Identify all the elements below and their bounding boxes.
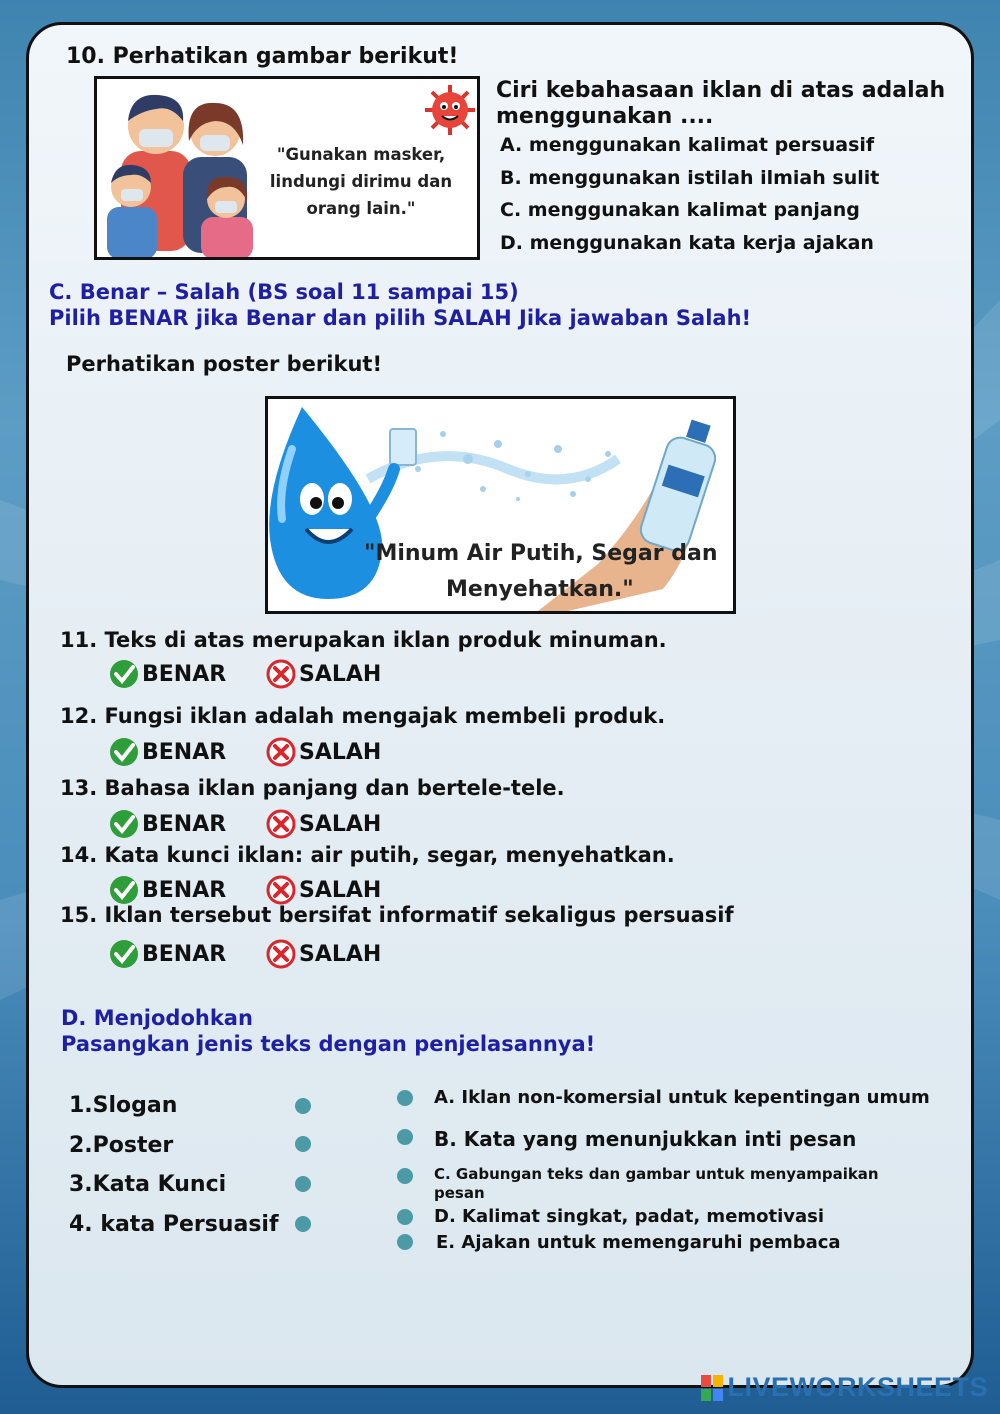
salah-label: SALAH bbox=[299, 811, 382, 837]
liveworksheets-logo bbox=[701, 1372, 988, 1403]
tf-question-12: 12. Fungsi iklan adalah mengajak membeli produk. bbox=[60, 704, 666, 728]
section-c-heading: C. Benar – Salah (BS soal 11 sampai 15) bbox=[49, 280, 519, 304]
brand-name: LIVEWORKSHEETS bbox=[727, 1372, 988, 1402]
section-c-instruction: Pilih BENAR jika Benar dan pilih SALAH Jika jawaban Salah! bbox=[49, 306, 752, 330]
match-right-dot-a[interactable] bbox=[397, 1090, 413, 1106]
q10-option-c[interactable]: C. menggunakan kalimat panjang bbox=[500, 199, 860, 221]
family-mask-illustration bbox=[101, 81, 271, 259]
match-left-dot-3[interactable] bbox=[295, 1176, 311, 1192]
salah-label: SALAH bbox=[299, 661, 382, 687]
match-right-e: E. Ajakan untuk memengaruhi pembaca bbox=[436, 1232, 841, 1253]
match-left-dot-1[interactable] bbox=[295, 1098, 311, 1114]
match-left-4: 4. kata Persuasif bbox=[69, 1212, 279, 1237]
poster-prompt: Perhatikan poster berikut! bbox=[66, 352, 383, 376]
match-right-dot-c[interactable] bbox=[397, 1168, 413, 1184]
q15-salah-button[interactable] bbox=[265, 938, 381, 970]
match-right-dot-e[interactable] bbox=[397, 1234, 413, 1250]
tf-question-11: 11. Teks di atas merupakan iklan produk minuman. bbox=[60, 628, 667, 652]
benar-label: BENAR bbox=[142, 811, 227, 837]
q12-benar-button[interactable] bbox=[108, 736, 226, 768]
q13-benar-button[interactable] bbox=[108, 808, 226, 840]
cross-icon bbox=[265, 938, 297, 970]
cross-icon bbox=[265, 808, 297, 840]
mask-ad-quote: "Gunakan masker, lindungi dirimu dan orang lain." bbox=[269, 145, 453, 218]
salah-label: SALAH bbox=[299, 739, 382, 765]
benar-label: BENAR bbox=[142, 661, 227, 687]
q10-question-line1: Ciri kebahasaan iklan di atas adalah bbox=[496, 78, 946, 103]
match-left-2: 2.Poster bbox=[69, 1133, 174, 1158]
check-icon bbox=[108, 938, 140, 970]
benar-label: BENAR bbox=[142, 739, 227, 765]
cross-icon bbox=[265, 736, 297, 768]
check-icon bbox=[108, 874, 140, 906]
q11-benar-button[interactable] bbox=[108, 658, 226, 690]
tf-question-13: 13. Bahasa iklan panjang dan bertele-tele. bbox=[60, 776, 565, 800]
q10-title: 10. Perhatikan gambar berikut! bbox=[66, 44, 459, 69]
benar-label: BENAR bbox=[142, 877, 227, 903]
match-right-dot-d[interactable] bbox=[397, 1209, 413, 1225]
q14-benar-button[interactable] bbox=[108, 874, 226, 906]
cross-icon bbox=[265, 874, 297, 906]
match-right-b: B. Kata yang menunjukkan inti pesan bbox=[434, 1127, 857, 1151]
q15-benar-button[interactable] bbox=[108, 938, 226, 970]
q10-option-d[interactable]: D. menggunakan kata kerja ajakan bbox=[500, 232, 874, 254]
q10-question-line2: menggunakan .... bbox=[496, 104, 714, 129]
match-right-a: A. Iklan non-komersial untuk kepentingan umum bbox=[434, 1087, 930, 1108]
salah-label: SALAH bbox=[299, 877, 382, 903]
match-right-c: C. Gabungan teks dan gambar untuk menyampaikan bbox=[434, 1165, 879, 1183]
check-icon bbox=[108, 808, 140, 840]
water-poster-quote-line2: Menyehatkan." bbox=[446, 577, 634, 602]
q14-salah-button[interactable] bbox=[265, 874, 381, 906]
match-left-1: 1.Slogan bbox=[69, 1093, 178, 1118]
match-right-d: D. Kalimat singkat, padat, memotivasi bbox=[434, 1206, 825, 1227]
match-right-c-cont: pesan bbox=[434, 1184, 485, 1202]
q13-salah-button[interactable] bbox=[265, 808, 381, 840]
section-d-heading: D. Menjodohkan bbox=[61, 1006, 253, 1030]
q10-option-a[interactable]: A. menggunakan kalimat persuasif bbox=[500, 134, 875, 156]
match-left-dot-4[interactable] bbox=[295, 1216, 311, 1232]
logo-mark-icon bbox=[701, 1375, 723, 1401]
cross-icon bbox=[265, 658, 297, 690]
match-left-3: 3.Kata Kunci bbox=[69, 1172, 227, 1197]
mask-ad-image bbox=[94, 76, 480, 260]
check-icon bbox=[108, 736, 140, 768]
water-poster-image bbox=[265, 396, 736, 614]
tf-question-14: 14. Kata kunci iklan: air putih, segar, menyehatkan. bbox=[60, 843, 675, 867]
tf-question-15: 15. Iklan tersebut bersifat informatif sekaligus persuasif bbox=[60, 903, 734, 927]
q10-option-b[interactable]: B. menggunakan istilah ilmiah sulit bbox=[500, 167, 880, 189]
q11-salah-button[interactable] bbox=[265, 658, 381, 690]
check-icon bbox=[108, 658, 140, 690]
water-poster-quote-line1: "Minum Air Putih, Segar dan bbox=[364, 541, 718, 566]
salah-label: SALAH bbox=[299, 941, 382, 967]
section-d-instruction: Pasangkan jenis teks dengan penjelasannya! bbox=[61, 1032, 596, 1056]
match-right-dot-b[interactable] bbox=[397, 1129, 413, 1145]
q12-salah-button[interactable] bbox=[265, 736, 381, 768]
benar-label: BENAR bbox=[142, 941, 227, 967]
match-left-dot-2[interactable] bbox=[295, 1136, 311, 1152]
virus-icon bbox=[421, 81, 479, 139]
